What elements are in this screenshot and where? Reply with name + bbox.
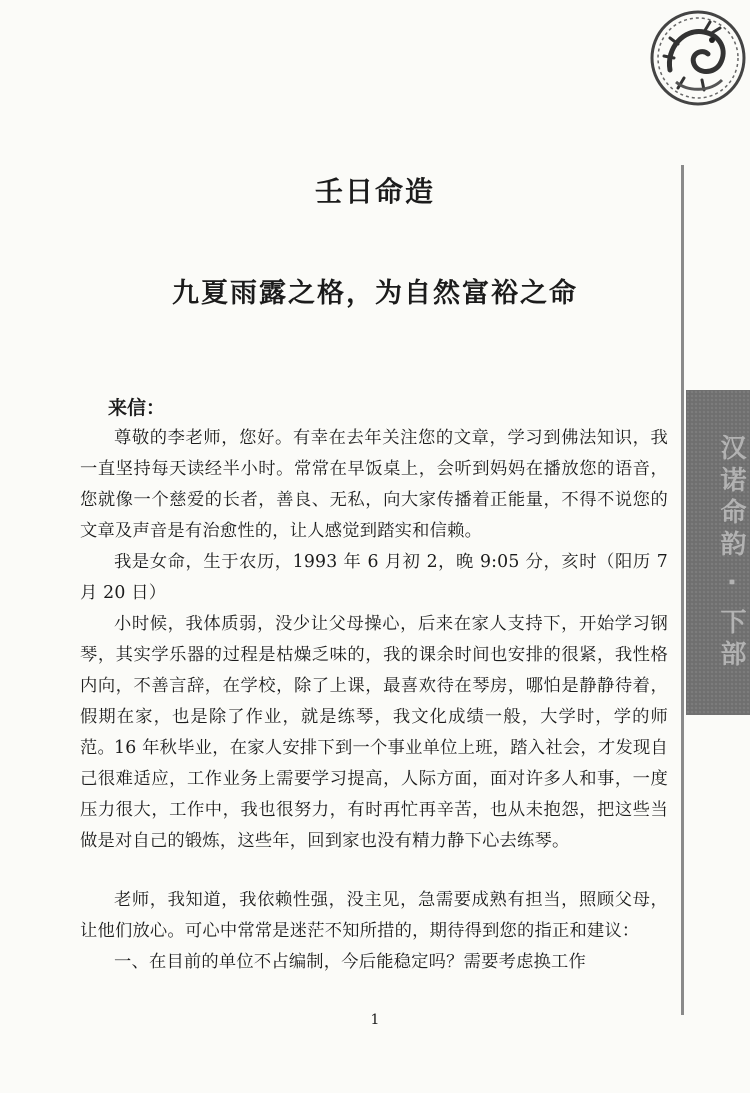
letter-salutation: 来信：	[108, 397, 166, 419]
paragraph: 尊敬的李老师，您好。有幸在去年关注您的文章，学习到佛法知识，我一直坚持每天读经半小时。常常在早饭桌上，会听到妈妈在播放您的语音，您就像一个慈爱的长者，善良、无私，向大家传播着正能量，不得不说您的文章及声音是有治愈性的，让人感觉到踏实和信赖。	[80, 428, 668, 541]
paragraph: 我是女命，生于农历，1993 年 6 月初 2，晚 9:05 分，亥时（阳历 7 月 20 日）	[80, 552, 668, 603]
side-chapter-tab	[686, 390, 750, 715]
page-title: 壬日命造	[314, 175, 435, 208]
page-subtitle: 九夏雨露之格，为自然富裕之命	[172, 278, 578, 309]
paragraph: 老师，我知道，我依赖性强，没主见，急需要成熟有担当，照顾父母，让他们放心。可心中常常是迷茫不知所措的，期待得到您的指正和建议：	[80, 890, 668, 941]
paragraph: 小时候，我体质弱，没少让父母操心，后来在家人支持下，开始学习钢琴，其实学乐器的过程是枯燥乏味的，我的课余时间也安排的很紧，我性格内向，不善言辞，在学校，除了上课，最喜欢待在琴房，哪怕是静静待着，假期在家，也是除了作业，就是练琴，我文化成绩一般，大学时，学的师范。	[80, 614, 668, 758]
dragon-emblem-icon	[648, 8, 748, 108]
page-number: 1	[370, 1012, 380, 1028]
paragraph: 16 年秋毕业，在家人安排下到一个事业单位上班，踏入社会，才发现自己很难适应，工作业务上需要学习提高，人际方面，面对许多人和事，一度压力很大，工作中，我也很努力，有时再忙再辛苦，也从未抱怨，把这些当做是对自己的锻炼，这些年，回到家也没有精力静下心去练琴。	[80, 738, 668, 851]
side-tab-label: 汉诺命韵 · 下部	[716, 434, 746, 672]
paragraph: 一、在目前的单位不占编制，今后能稳定吗？需要考虑换工作	[114, 952, 586, 972]
